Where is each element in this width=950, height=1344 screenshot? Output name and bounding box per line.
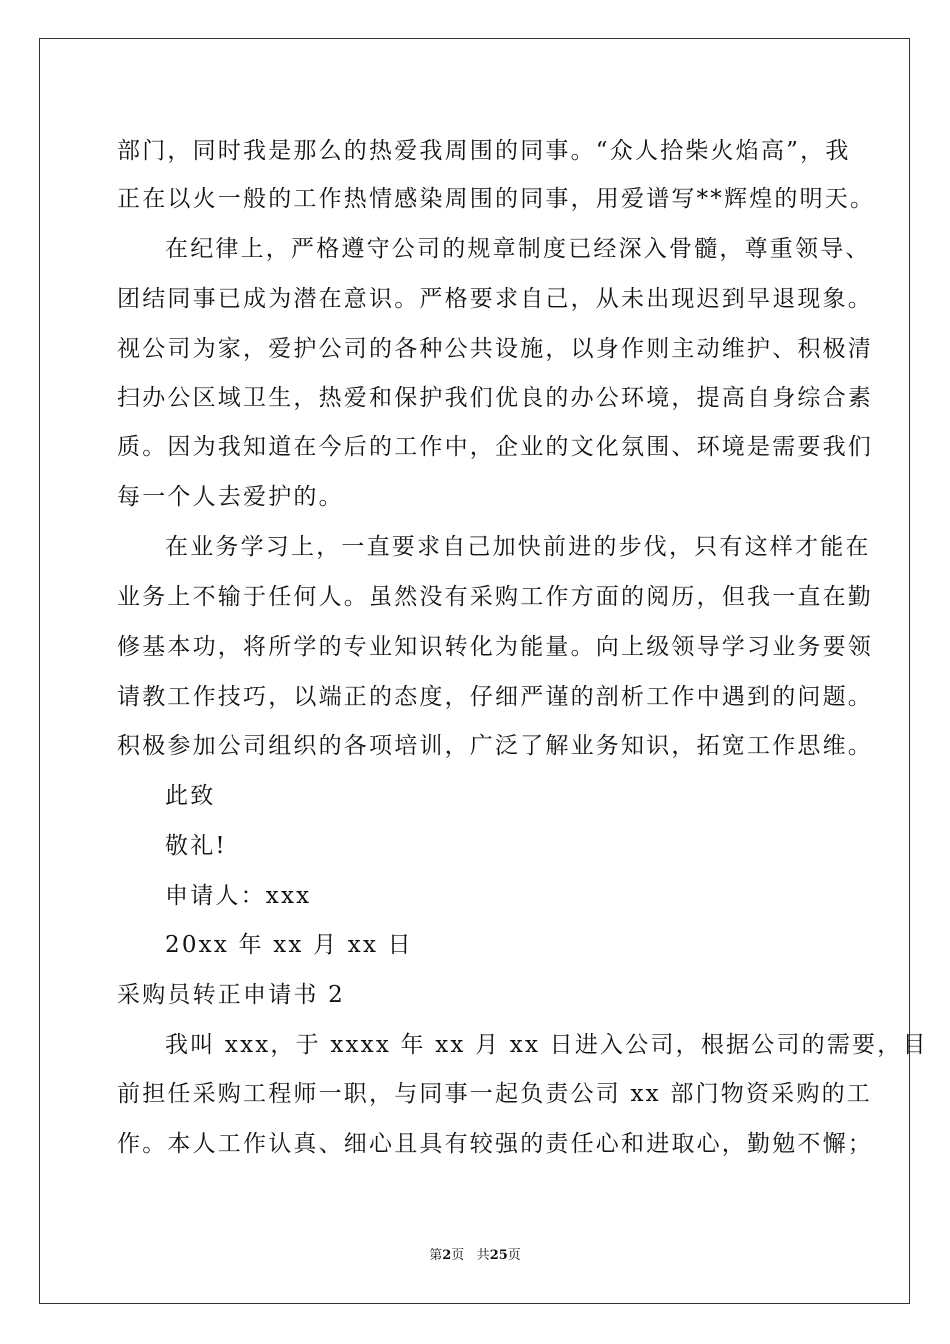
- body-line: 在业务学习上，一直要求自己加快前进的步伐，只有这样才能在: [165, 534, 871, 560]
- body-line: 部门，同时我是那么的热爱我周围的同事。“众人拾柴火焰高”，我: [117, 138, 851, 164]
- footer-total-prefix: 共: [476, 1248, 490, 1263]
- body-line: 在纪律上，严格遵守公司的规章制度已经深入骨髓，尊重领导、: [165, 236, 871, 262]
- body-line: 每一个人去爱护的。: [117, 484, 344, 510]
- section-heading: 采购员转正申请书 2: [117, 982, 345, 1008]
- body-line: 前担任采购工程师一职，与同事一起负责公司 xx 部门物资采购的工: [117, 1081, 872, 1107]
- body-line: 我叫 xxx，于 xxxx 年 xx 月 xx 日进入公司，根据公司的需要，目: [165, 1032, 928, 1058]
- body-line: 业务上不输于任何人。虽然没有采购工作方面的阅历，但我一直在勤: [117, 584, 873, 610]
- body-line: 团结同事已成为潜在意识。严格要求自己，从未出现迟到早退现象。: [117, 286, 873, 312]
- page-border: [39, 38, 928, 1304]
- body-line: 扫办公区域卫生，热爱和保护我们优良的办公环境，提高自身综合素: [117, 385, 873, 411]
- body-line: 质。因为我知道在今后的工作中，企业的文化氛围、环境是需要我们: [117, 434, 873, 460]
- footer-total-pages: 25: [489, 1248, 508, 1263]
- footer-prefix: 第: [429, 1248, 443, 1263]
- body-line: 积极参加公司组织的各项培训，广泛了解业务知识，拓宽工作思维。: [117, 733, 873, 759]
- body-line: 修基本功，将所学的专业知识转化为能量。向上级领导学习业务要领: [117, 634, 873, 660]
- closing-regards: 敬礼!: [165, 833, 227, 859]
- applicant-line: 申请人：xxx: [165, 883, 312, 909]
- footer-total-suffix: 页: [507, 1248, 521, 1263]
- body-line: 作。本人工作认真、细心且具有较强的责任心和进取心，勤勉不懈；: [117, 1131, 873, 1157]
- body-line: 视公司为家，爱护公司的各种公共设施，以身作则主动维护、积极清: [117, 336, 873, 362]
- page-footer: [0, 1249, 950, 1262]
- closing-salutation: 此致: [165, 783, 216, 809]
- footer-page-suffix: 页: [451, 1248, 465, 1263]
- body-line: 请教工作技巧，以端正的态度，仔细严谨的剖析工作中遇到的问题。: [117, 684, 873, 710]
- body-line: 正在以火一般的工作热情感染周围的同事，用爱谱写**辉煌的明天。: [117, 186, 876, 212]
- date-line: 20xx 年 xx 月 xx 日: [165, 932, 413, 958]
- footer-page-number: 2: [442, 1248, 452, 1263]
